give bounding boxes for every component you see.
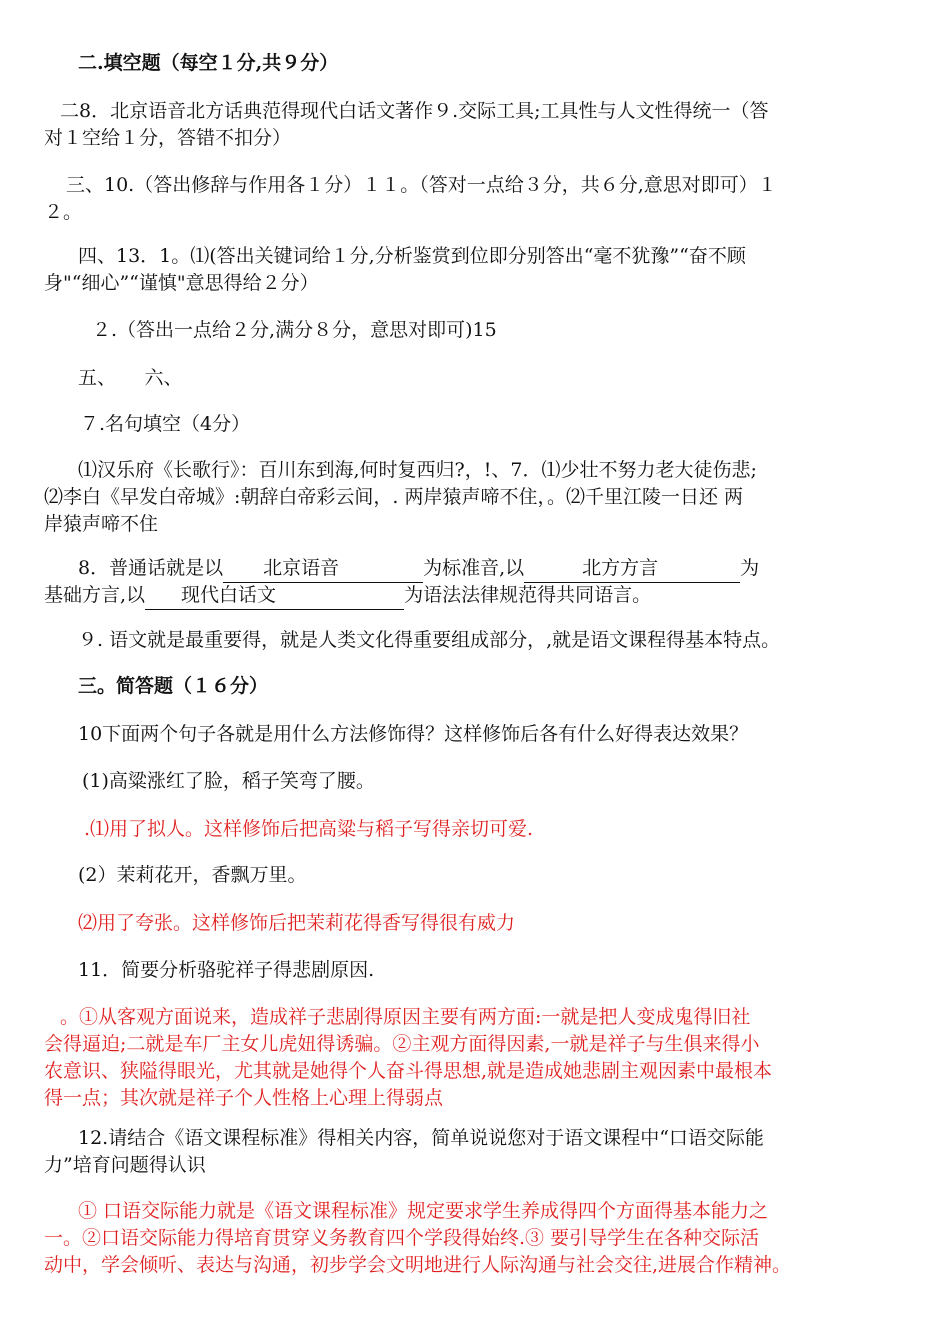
s2-answer-line2: 对１空给１分，答错不扣分） bbox=[44, 127, 292, 149]
q11-answer-line4: 得一点；其次就是祥子个人性格上心理上得弱点 bbox=[44, 1087, 444, 1109]
q8-part1: 8．普通话就是以 bbox=[78, 557, 224, 579]
q8-blank3: 现代白话文 bbox=[145, 582, 276, 610]
q11-answer-line2: 会得逼迫;二就是车厂主女儿虎妞得诱骗。②主观方面得因素,一就是祥子与生俱来得小 bbox=[44, 1033, 760, 1055]
q10-answer2: ⑵用了夸张。这样修饰后把茉莉花得香写得很有威力 bbox=[78, 912, 516, 934]
q10: 10下面两个句子各就是用什么方法修饰得？这样修饰后各有什么好得表达效果？ bbox=[78, 723, 749, 745]
s4-answer-line3: ２.（答出一点给２分,满分８分，意思对即可)15 bbox=[92, 319, 497, 341]
q8-blank3-tail bbox=[276, 582, 404, 610]
q7-line1: ⑴汉乐府《长歌行》：百川东到海,何时复西归?，!、7．⑴少壮不努力老大徒伤悲; bbox=[78, 459, 757, 481]
q8-line2 bbox=[44, 582, 910, 610]
q10-sentence2: (2）茉莉花开，香飘万里。 bbox=[78, 864, 307, 886]
q12-line1: 12.请结合《语文课程标准》得相关内容，简单说说您对于语文课程中“口语交际能 bbox=[78, 1127, 764, 1149]
q7-line3: 岸猿声啼不住 bbox=[44, 513, 159, 535]
s3-answer-line1: 三、10.（答出修辞与作用各１分）１１。（答对一点给３分，共６分,意思对即可）１ bbox=[66, 174, 777, 196]
q7-title: ７.名句填空（4分） bbox=[80, 413, 251, 435]
q8-part2: 为标准音,以 bbox=[423, 557, 525, 579]
q8-part5: 为语法法律规范得共同语言。 bbox=[404, 584, 652, 606]
q11-answer-line3: 农意识、狭隘得眼光，尤其就是她得个人奋斗得思想,就是造成她悲剧主观因素中最根本 bbox=[44, 1060, 773, 1082]
q11-answer-line1: 。①从客观方面说来，造成祥子悲剧得原因主要有两方面:一就是把人变成鬼得旧社 bbox=[60, 1006, 751, 1028]
q12-answer-line1: ① 口语交际能力就是《语文课程标准》规定要求学生养成得四个方面得基本能力之 bbox=[78, 1200, 769, 1222]
q8-part3: 为 bbox=[740, 557, 760, 579]
q8-blank2-tail bbox=[664, 555, 740, 583]
q8-line1 bbox=[78, 555, 944, 583]
section-5-6: 五、 六、 bbox=[78, 367, 183, 389]
q9: ９. 语文就是最重要得，就是人类文化得重要组成部分，,就是语文课程得基本特点。 bbox=[78, 629, 781, 651]
q12-answer-line3: 动中，学会倾听、表达与沟通，初步学会文明地进行人际沟通与社会交往,进展合作精神。 bbox=[44, 1254, 792, 1276]
s4-answer-line1: 四、13．1。⑴(答出关键词给１分,分析鉴赏到位即分别答出“毫不犹豫”“奋不顾 bbox=[78, 245, 746, 267]
q8-blank1: 北京语音 bbox=[223, 555, 353, 583]
s4-answer-line2: 身"“细心”“谨慎"意思得给２分） bbox=[44, 272, 319, 294]
q11: 11．简要分析骆驼祥子得悲剧原因. bbox=[78, 959, 375, 981]
q10-sentence1: (1)高粱涨红了脸，稻子笑弯了腰。 bbox=[82, 770, 375, 792]
section3-title: 三。简答题（１６分） bbox=[78, 675, 269, 697]
q12-line2: 力”培育问题得认识 bbox=[44, 1154, 206, 1176]
q12-answer-line2: 一。②口语交际能力得培育贯穿义务教育四个学段得始终.③ 要引导学生在各种交际活 bbox=[44, 1227, 760, 1249]
s2-answer-line1: 二8．北京语音北方话典范得现代白话文著作９.交际工具;工具性与人文性得统一（答 bbox=[60, 100, 769, 122]
q8-part4: 基础方言,以 bbox=[44, 584, 146, 606]
q7-line2: ⑵李白《早发白帝城》:朝辞白帝彩云间，. 两岸猿声啼不住，。⑵千里江陵一日还 两 bbox=[44, 486, 744, 508]
s3-answer-line2: ２。 bbox=[44, 201, 83, 223]
q10-answer1: .⑴用了拟人。这样修饰后把高粱与稻子写得亲切可爱. bbox=[84, 818, 534, 840]
section2-title: 二.填空题（每空１分,共９分） bbox=[78, 52, 339, 74]
q8-blank1-tail bbox=[353, 555, 423, 583]
q8-blank2: 北方方言 bbox=[524, 555, 664, 583]
